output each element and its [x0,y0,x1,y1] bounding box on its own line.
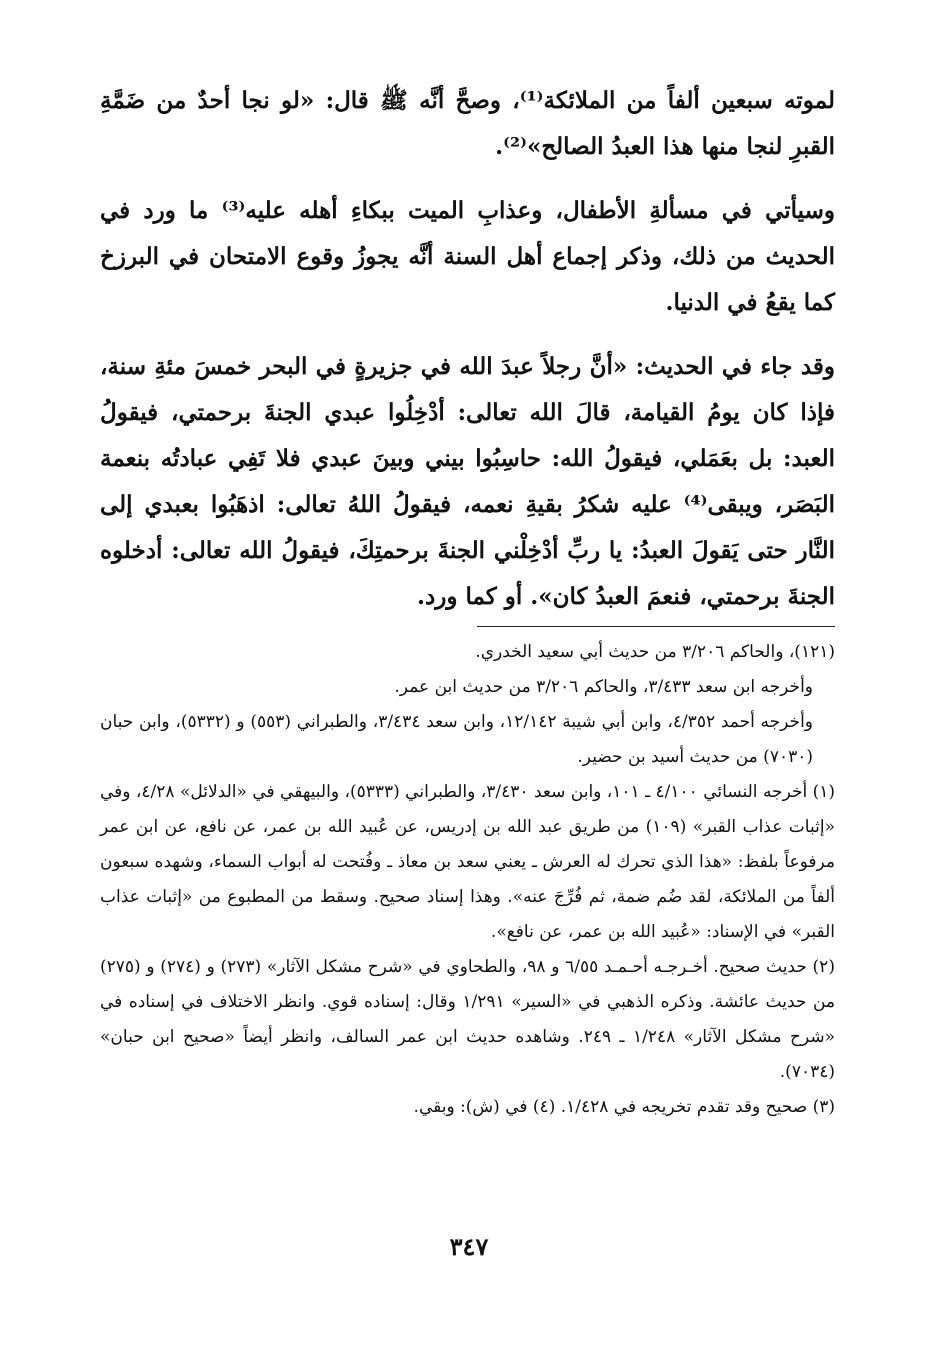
footnote-2: (٢) حديث صحيح. أخـرجـه أحـمـد ٦/٥٥ و ٩٨، والطحاوي في «شرح مشكل الآثار» (٢٧٣) و (٢٧٤) و (٢٧٥) من حديث عائشة. وذكره الذهبي في «السير» ١/٢٩١ وقال: إسناده قوي. وانظر الاختلاف في إسناده في «شرح مشكل الآثار» ١/٢٤٨ ـ ٢٤٩. وشاهده حديث ابن عمر السالف، وانظر أيضاً «صحيح ابن حبان» (٧٠٣٤). [100,957,835,1082]
footnote-continuation-1: (١٢١)، والحاكم ٣/٢٠٦ من حديث أبي سعيد الخدري. [475,642,835,662]
footnote-continuation-3: وأخرجه أحمد ٤/٣٥٢، وابن أبي شيبة ١٢/١٤٢، وابن سعد ٣/٤٣٤، والطبراني (٥٥٣) و (٥٣٣٢)، وابن حبان (٧٠٣٠) من حديث أسيد بن حضير. [100,712,813,767]
paragraph-2: وسيأتي في مسألةِ الأطفال، وعذابِ الميت ببكاءِ أهله عليه⁽³⁾ ما ورد في الحديث من ذلك، وذكر إجماع أهل السنة أنَّه يجوزُ وقوع الامتحان في البرزخ كما يقعُ في الدنيا. [100,197,835,316]
footnote-1: (١) أخرجه النسائي ٤/١٠٠ ـ ١٠١، وابن سعد ٣/٤٣٠، والطبراني (٥٣٣٣)، والبيهقي في «الدلائل» ٤/٢٨، وفي «إثبات عذاب القبر» (١٠٩) من طريق عبد الله بن إدريس، عن عُبيد الله بن عمر، عن نافع، عن ابن عمر مرفوعاً بلفظ: «هذا الذي تحرك له العرش ـ يعني سعد بن معاذ ـ وفُتحت له أبواب السماء، وشهده سبعون ألفاً من الملائكة، لقد ضُم ضمة، ثم فُرِّجَ عنه». وهذا إسناد صحيح. وسقط من المطبوع من «إثبات عذاب القبر» في الإسناد: «عُبيد الله بن عمر، عن نافع». [100,782,836,942]
footnote-3-4: (٣) صحيح وقد تقدم تخريجه في ١/٤٢٨. (٤) في (ش): وبقي. [413,1097,835,1117]
footnote-continuation-2: وأخرجه ابن سعد ٣/٤٣٣، والحاكم ٣/٢٠٦ من حديث ابن عمر. [394,677,813,697]
footnote-separator [477,626,835,627]
paragraph-1: لموته سبعين ألفاً من الملائكة⁽¹⁾، وصحَّ أنَّه ﷺ قال: «لو نجا أحدٌ من ضَمَّةِ القبرِ لنجا منها هذا العبدُ الصالح»⁽²⁾. [100,87,835,160]
page-number: ٣٤٧ [449,1232,489,1261]
page-body [100,78,835,1125]
main-text [100,78,835,620]
paragraph-3: وقد جاء في الحديث: «أنَّ رجلاً عبدَ الله في جزيرةٍ في البحر خمسَ مئةِ سنة، فإذا كان يومُ القيامة، قالَ الله تعالى: أدْخِلُوا عبدي الجنةَ برحمتي، فيقولُ العبد: بل بعَمَلي، فيقولُ الله: حاسِبُوا بيني وبينَ عبدي فلا تَفِي عبادتُه بنعمة البَصَر، ويبقى⁽⁴⁾ عليه شكرُ بقيةِ نعمه، فيقولُ اللهُ تعالى: اذهَبُوا بعبدي إلى النَّار حتى يَقولَ العبدُ: يا ربِّ أدْخِلْني الجنةَ برحمتِكَ، فيقولُ الله تعالى: أدخلوه الجنةَ برحمتي، فنعمَ العبدُ كان». أو كما ورد. [100,353,835,610]
footnotes [100,635,835,1125]
